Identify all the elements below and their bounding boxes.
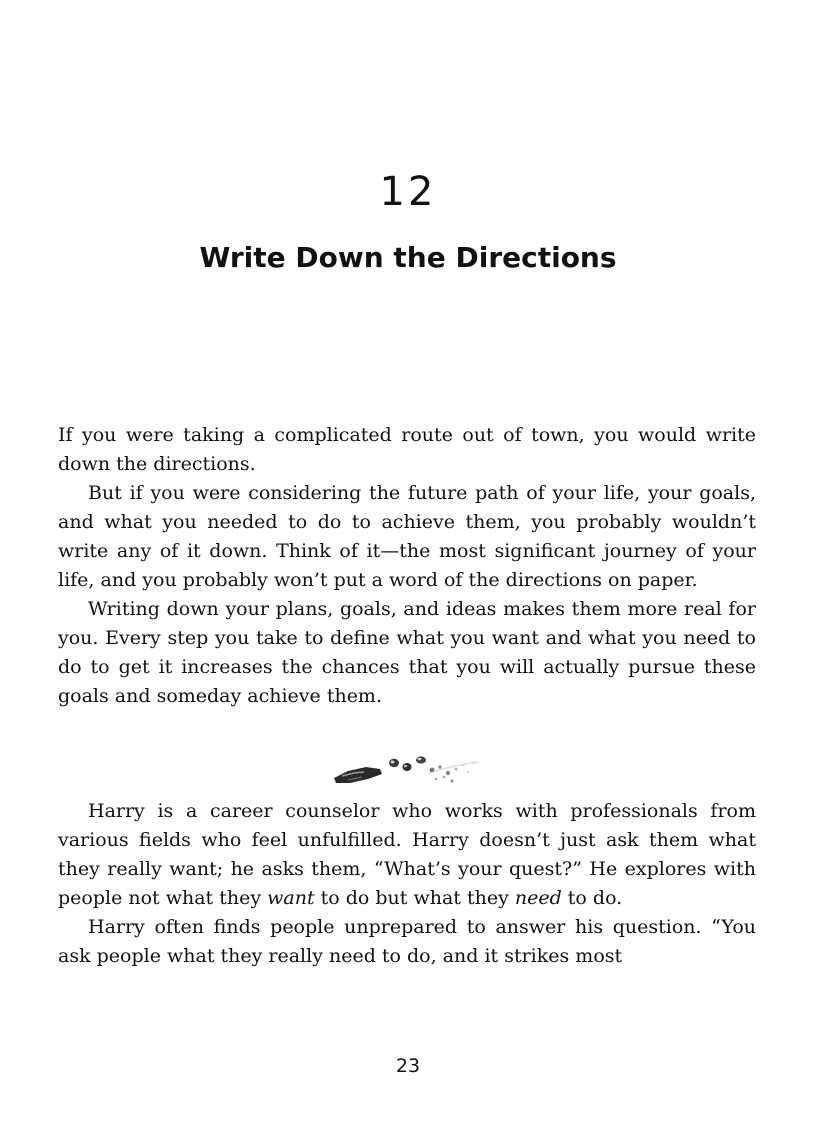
emphasis-want: want [267,887,315,909]
paragraph-5: Harry often finds people unprepared to answer his question. “You ask people what they really need to do, and it strikes most [58,916,756,967]
paragraph-1: If you were taking a complicated route out of town, you would write down the directions. [58,424,756,475]
page-number: 23 [395,1055,421,1077]
paragraph-4-text-c: to do. [561,887,623,909]
paragraph-4 [58,797,756,913]
body-section-1 [58,421,756,711]
paragraph-3: Writing down your plans, goals, and ideas makes them more real for you. Every step you take to define what you want and what you need to do to get it increases the chances that you will actually pursue these goals and someday achieve them. [58,598,756,707]
chapter-title: Write Down the Directions [199,241,617,274]
body-section-2 [58,797,756,971]
paragraph-4-text-a: Harry is a career counselor who works with professionals from various fields who feel unfulfilled. Harry doesn’t just ask them what they really want; he asks them, “What’s your quest?” He explores with people not what they [58,800,756,909]
paragraph-4-text-b: to do but what they [314,887,515,909]
scattered-stones-ornament-icon [328,752,488,790]
emphasis-need: need [514,887,562,909]
paragraph-2: But if you were considering the future path of your life, your goals, and what you needed to do to achieve them, you probably wouldn’t write any of it down. Think of it—the most significant journey of your life, and you probably won’t put a word of the directions on paper. [58,482,756,591]
chapter-number: 12 [379,169,437,215]
